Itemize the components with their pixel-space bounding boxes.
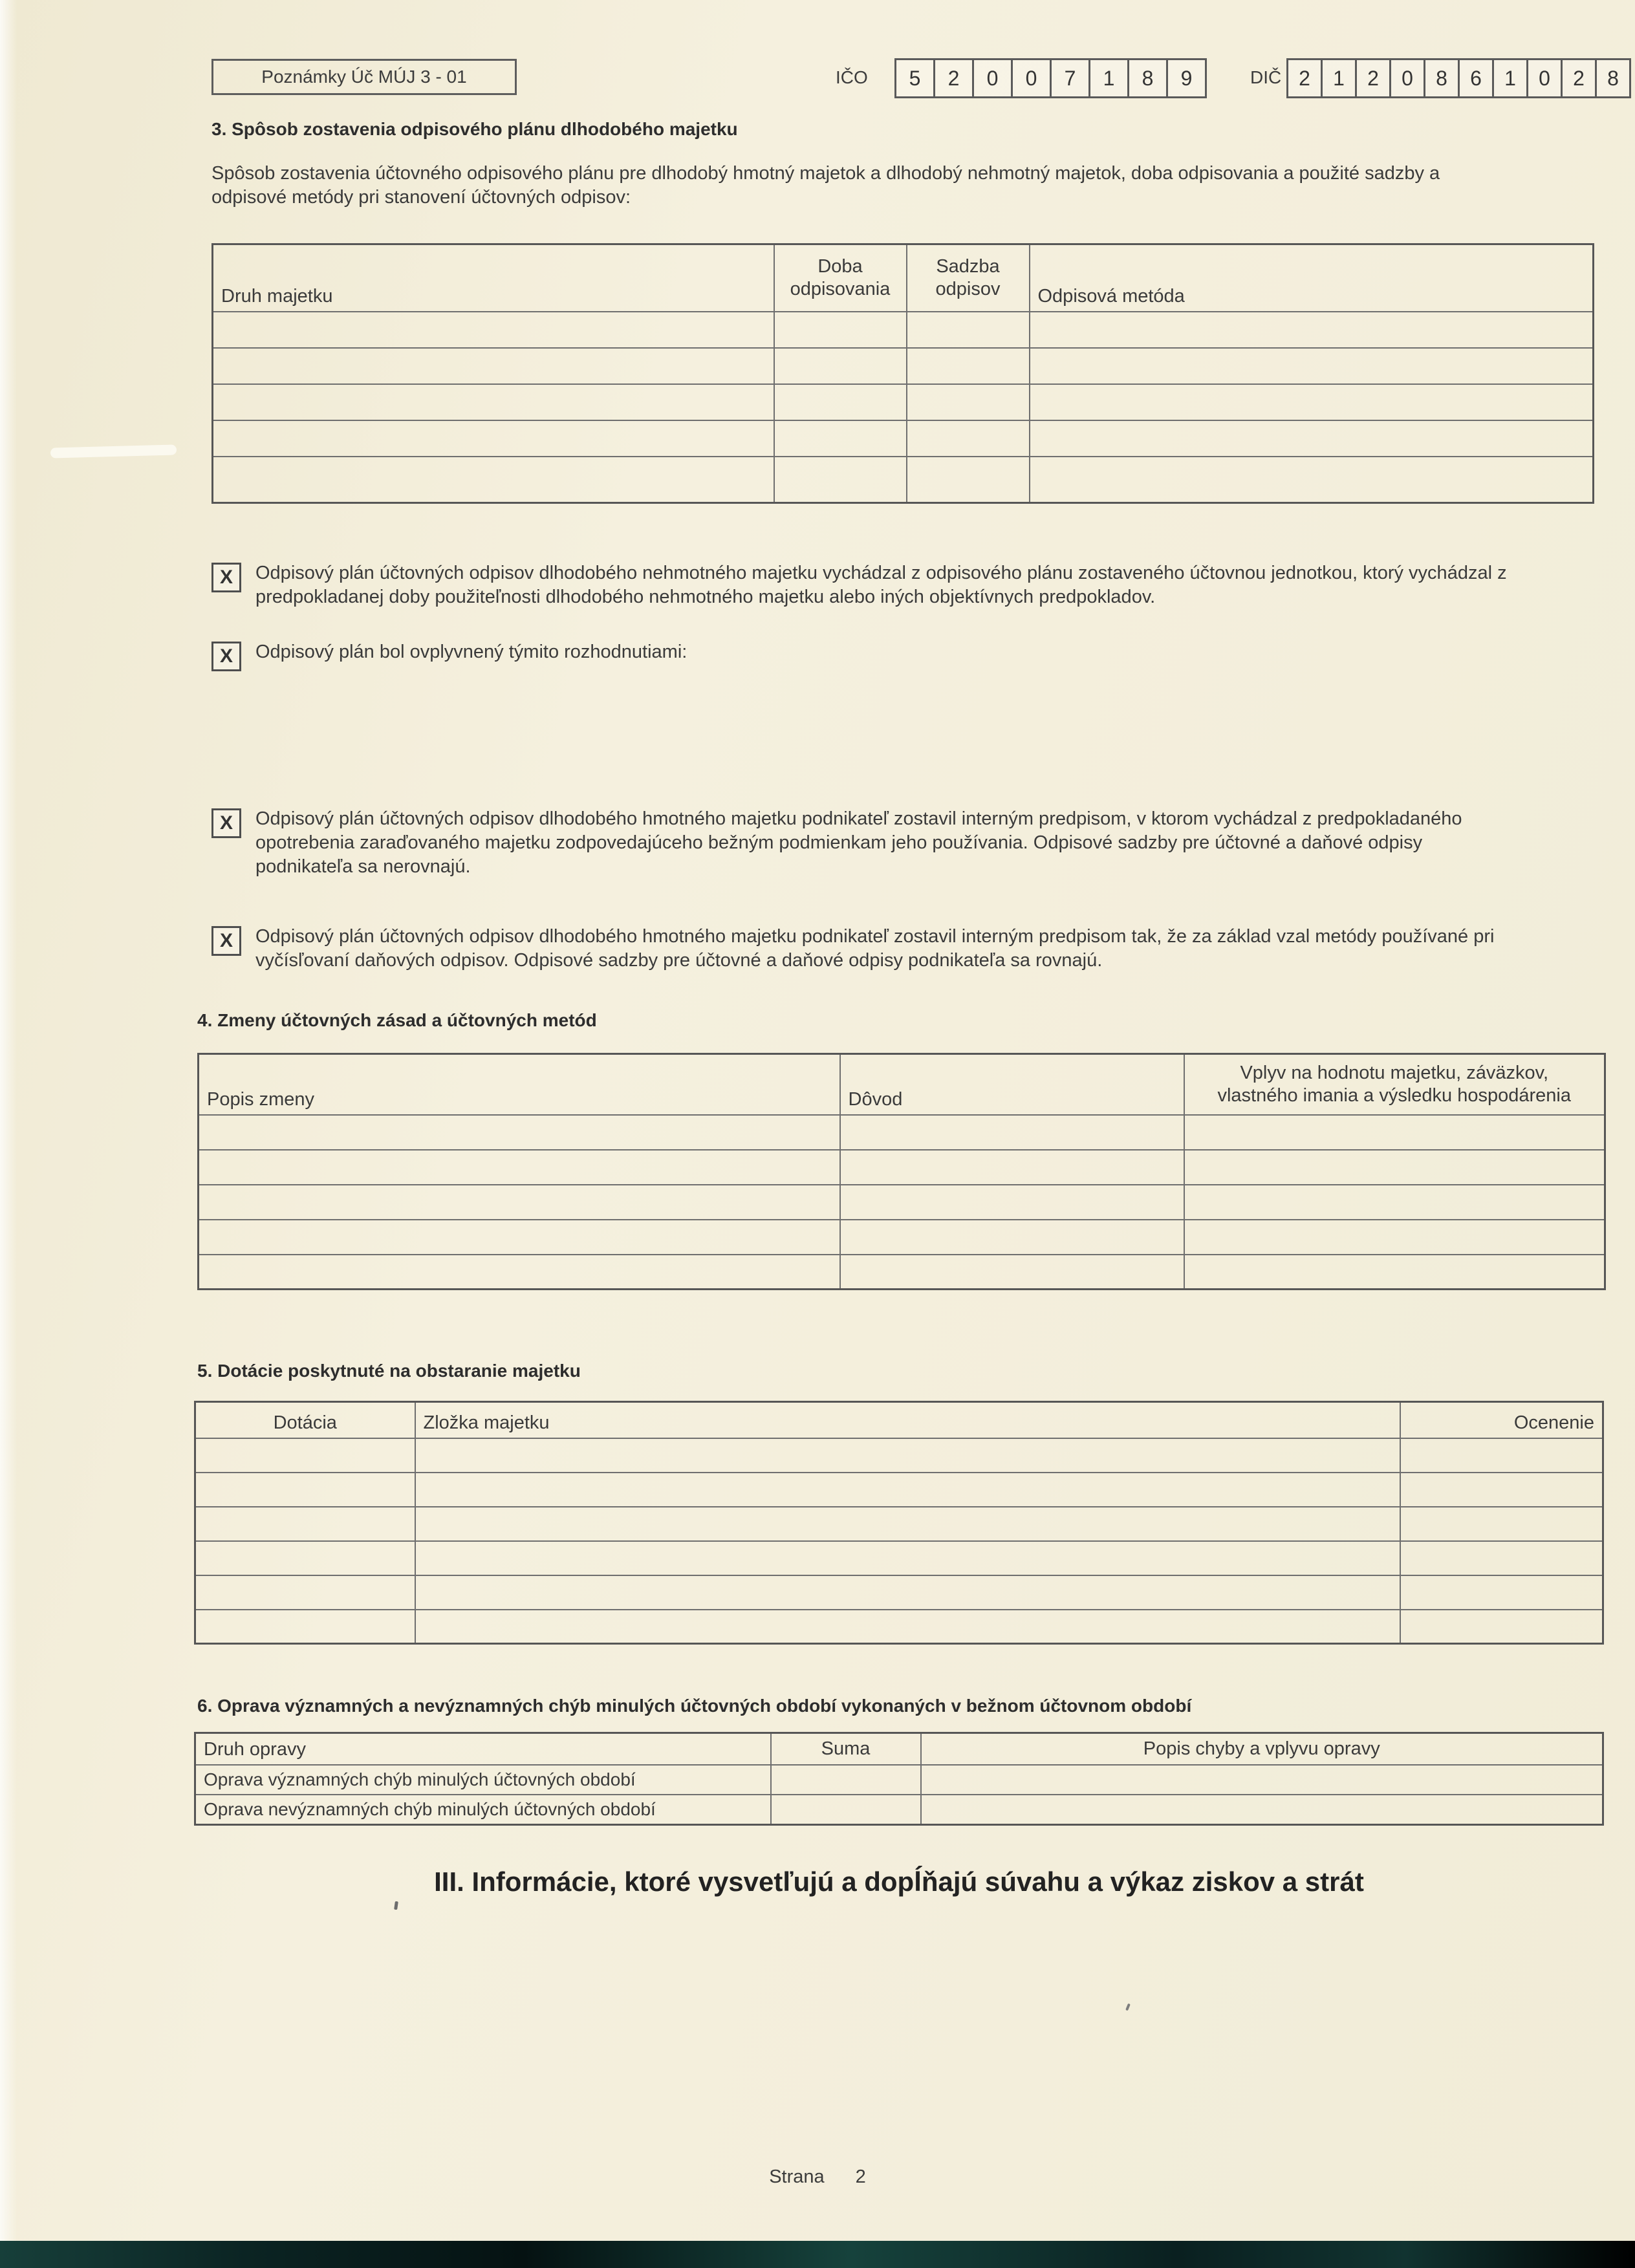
dic-digit: 0	[1526, 58, 1563, 98]
empty-row	[199, 1150, 1605, 1185]
checkbox-item-4	[211, 925, 1583, 973]
empty-row	[195, 1473, 1603, 1507]
scan-artifact	[50, 444, 177, 458]
ico-digit: 7	[1050, 58, 1090, 98]
header-row	[195, 1402, 1603, 1438]
ico-digit-boxes	[894, 58, 1207, 98]
empty-cell	[195, 1438, 415, 1473]
column-header-druh-majetku: Druh majetku	[213, 244, 774, 312]
dic-digit: 1	[1321, 58, 1357, 98]
empty-cell	[1184, 1220, 1605, 1255]
column-header-dovod: Dôvod	[840, 1054, 1184, 1115]
checkbox-mark: X	[211, 563, 241, 592]
header-row	[199, 1054, 1605, 1115]
empty-cell	[415, 1610, 1400, 1644]
section6-title: 6. Oprava významných a nevýznamných chýb minulých účtovných období vykonaných v bežnom účtovnom období	[197, 1696, 1192, 1716]
column-header-sadzba-odpisov: Sadzba odpisov	[907, 244, 1030, 312]
column-header-doba-odpisovania: Doba odpisovania	[774, 244, 907, 312]
empty-cell	[840, 1185, 1184, 1220]
table-header	[213, 244, 1594, 312]
empty-row	[195, 1541, 1603, 1575]
empty-row	[199, 1220, 1605, 1255]
ico-digit: 0	[1011, 58, 1052, 98]
dic-digit: 6	[1458, 58, 1494, 98]
checkbox-item-2	[211, 640, 1583, 671]
empty-cell	[1400, 1610, 1603, 1644]
scan-edge-artifact	[0, 0, 17, 2268]
checkbox-label: Odpisový plán účtovných odpisov dlhodobého nehmotného majetku vychádzal z odpisového plánu zostaveného účtovnou jednotkou, ktorý vychádzal z predpokladanej doby použiteľnosti dlhodobého nehmotného majetku alebo iných objektívnych predpokladov.	[255, 563, 1507, 607]
column-header-popis-zmeny: Popis zmeny	[199, 1054, 840, 1115]
section3-intro: Spôsob zostavenia účtovného odpisového plánu pre dlhodobý hmotný majetok a dlhodobý nehmotný majetok, doba odpisovania a použité sadzby a odpisové metódy pri stanovení účtovných odpisov:	[211, 163, 1440, 208]
empty-row	[195, 1438, 1603, 1473]
empty-cell	[774, 420, 907, 457]
empty-cell	[195, 1575, 415, 1610]
empty-cell	[774, 348, 907, 384]
empty-row	[213, 457, 1594, 503]
dic-digit: 8	[1424, 58, 1460, 98]
empty-cell	[1184, 1185, 1605, 1220]
table-row	[195, 1765, 1603, 1795]
empty-cell	[415, 1507, 1400, 1541]
table-body	[199, 1115, 1605, 1290]
empty-cell	[907, 348, 1030, 384]
column-header-vplyv: Vplyv na hodnotu majetku, záväzkov, vlastného imania a výsledku hospodárenia	[1184, 1054, 1605, 1115]
depreciation-plan-table	[211, 243, 1594, 504]
dic-digit: 2	[1561, 58, 1597, 98]
subsidies-table	[194, 1401, 1604, 1645]
empty-cell	[840, 1255, 1184, 1290]
empty-cell	[415, 1575, 1400, 1610]
column-header-popis-chyby: Popis chyby a vplyvu opravy	[921, 1733, 1603, 1766]
column-header-ocenenie: Ocenenie	[1400, 1402, 1603, 1438]
strana-label: Strana	[769, 2166, 825, 2187]
checkbox-mark: X	[211, 926, 241, 956]
empty-cell	[195, 1507, 415, 1541]
ico-digit: 5	[894, 58, 935, 98]
empty-cell	[774, 312, 907, 348]
table-row	[195, 1795, 1603, 1825]
empty-cell	[1030, 312, 1594, 348]
empty-cell	[907, 312, 1030, 348]
dic-digit: 2	[1355, 58, 1391, 98]
column-header-dotacia: Dotácia	[195, 1402, 415, 1438]
table-header	[199, 1054, 1605, 1115]
section3-title: 3. Spôsob zostavenia odpisového plánu dlhodobého majetku	[211, 119, 738, 139]
empty-cell	[415, 1541, 1400, 1575]
empty-row	[195, 1610, 1603, 1644]
empty-row	[213, 384, 1594, 420]
empty-cell	[840, 1115, 1184, 1150]
page-number: 2	[855, 2166, 866, 2187]
checkbox-label: Odpisový plán účtovných odpisov dlhodobého hmotného majetku podnikateľ zostavil interným predpisom, v ktorom vychádzal z predpokladaného opotrebenia zaraďovaného majetku zodpovedajúceho bežným podmienkam jeho používania. Odpisové sadzby pre účtovné a daňové odpisy podnikateľa sa nerovnajú.	[255, 808, 1462, 877]
table-header	[195, 1733, 1603, 1766]
empty-cell	[1400, 1575, 1603, 1610]
empty-cell	[774, 457, 907, 503]
empty-cell	[415, 1473, 1400, 1507]
empty-cell	[907, 384, 1030, 420]
page-footer	[0, 2166, 1635, 2188]
empty-cell	[907, 457, 1030, 503]
column-header-zlozka-majetku: Zložka majetku	[415, 1402, 1400, 1438]
empty-cell	[1400, 1438, 1603, 1473]
row-label: Oprava nevýznamných chýb minulých účtovných období	[195, 1795, 771, 1825]
empty-cell	[1030, 420, 1594, 457]
table-body	[195, 1765, 1603, 1825]
empty-cell	[774, 384, 907, 420]
column-header-suma: Suma	[771, 1733, 921, 1766]
empty-cell	[213, 457, 774, 503]
checkbox-label: Odpisový plán bol ovplyvnený týmito rozhodnutiami:	[255, 642, 688, 662]
empty-row	[199, 1185, 1605, 1220]
empty-cell	[199, 1115, 840, 1150]
dic-digit: 8	[1595, 58, 1631, 98]
empty-cell	[1400, 1473, 1603, 1507]
dic-label: DIČ	[1250, 67, 1282, 87]
empty-row	[213, 420, 1594, 457]
empty-row	[213, 312, 1594, 348]
ico-digit: 8	[1127, 58, 1168, 98]
empty-cell	[1030, 384, 1594, 420]
ico-digit: 1	[1088, 58, 1129, 98]
empty-cell	[921, 1795, 1603, 1825]
empty-row	[195, 1575, 1603, 1610]
empty-cell	[921, 1765, 1603, 1795]
header-row	[213, 244, 1594, 312]
empty-row	[199, 1255, 1605, 1290]
dic-digit: 2	[1286, 58, 1323, 98]
dic-digit: 1	[1492, 58, 1528, 98]
empty-cell	[199, 1220, 840, 1255]
empty-cell	[213, 348, 774, 384]
empty-cell	[771, 1765, 921, 1795]
column-header-druh-opravy: Druh opravy	[195, 1733, 771, 1766]
empty-cell	[1184, 1115, 1605, 1150]
checkbox-mark: X	[211, 808, 241, 838]
checkbox-mark: X	[211, 642, 241, 671]
row-label: Oprava významných chýb minulých účtovných období	[195, 1765, 771, 1795]
ico-digit: 0	[972, 58, 1013, 98]
checkbox-item-3	[211, 807, 1583, 879]
dic-digit-boxes	[1286, 58, 1631, 98]
error-corrections-table	[194, 1732, 1604, 1826]
section5-title: 5. Dotácie poskytnuté na obstaranie majetku	[197, 1361, 581, 1381]
section4-title: 4. Zmeny účtovných zásad a účtovných metód	[197, 1010, 597, 1030]
empty-cell	[213, 312, 774, 348]
empty-cell	[199, 1255, 840, 1290]
column-header-odpisova-metoda: Odpisová metóda	[1030, 244, 1594, 312]
form-code-box: Poznámky Úč MÚJ 3 - 01	[211, 59, 517, 95]
empty-cell	[840, 1150, 1184, 1185]
empty-cell	[771, 1795, 921, 1825]
empty-cell	[840, 1220, 1184, 1255]
empty-cell	[415, 1438, 1400, 1473]
empty-cell	[199, 1150, 840, 1185]
empty-cell	[195, 1541, 415, 1575]
empty-cell	[1184, 1255, 1605, 1290]
empty-cell	[213, 384, 774, 420]
empty-row	[213, 348, 1594, 384]
part-iii-heading: III. Informácie, ktoré vysvetľujú a dopĺňajú súvahu a výkaz ziskov a strát	[434, 1866, 1364, 1897]
accounting-changes-table	[197, 1053, 1606, 1290]
empty-cell	[199, 1185, 840, 1220]
empty-cell	[1400, 1507, 1603, 1541]
table-header	[195, 1402, 1603, 1438]
empty-cell	[1030, 457, 1594, 503]
empty-cell	[907, 420, 1030, 457]
empty-cell	[1400, 1541, 1603, 1575]
empty-cell	[195, 1473, 415, 1507]
ico-digit: 9	[1166, 58, 1207, 98]
ico-digit: 2	[933, 58, 974, 98]
empty-cell	[1184, 1150, 1605, 1185]
ico-label: IČO	[836, 67, 868, 87]
header-row	[195, 1733, 1603, 1766]
scan-artifact	[394, 1901, 398, 1910]
empty-row	[199, 1115, 1605, 1150]
empty-row	[195, 1507, 1603, 1541]
checkbox-label: Odpisový plán účtovných odpisov dlhodobého hmotného majetku podnikateľ zostavil interným predpisom tak, že za základ vzal metódy používané pri vyčísľovaní daňových odpisov. Odpisové sadzby pre účtovné a daňové odpisy podnikateľa sa rovnajú.	[255, 926, 1495, 971]
empty-cell	[213, 420, 774, 457]
empty-cell	[195, 1610, 415, 1644]
empty-cell	[1030, 348, 1594, 384]
dic-digit: 0	[1389, 58, 1425, 98]
table-body	[213, 312, 1594, 503]
scan-artifact	[1125, 2003, 1131, 2011]
scan-bottom-bar-artifact	[0, 2241, 1635, 2268]
table-body	[195, 1438, 1603, 1644]
checkbox-item-1	[211, 561, 1583, 609]
